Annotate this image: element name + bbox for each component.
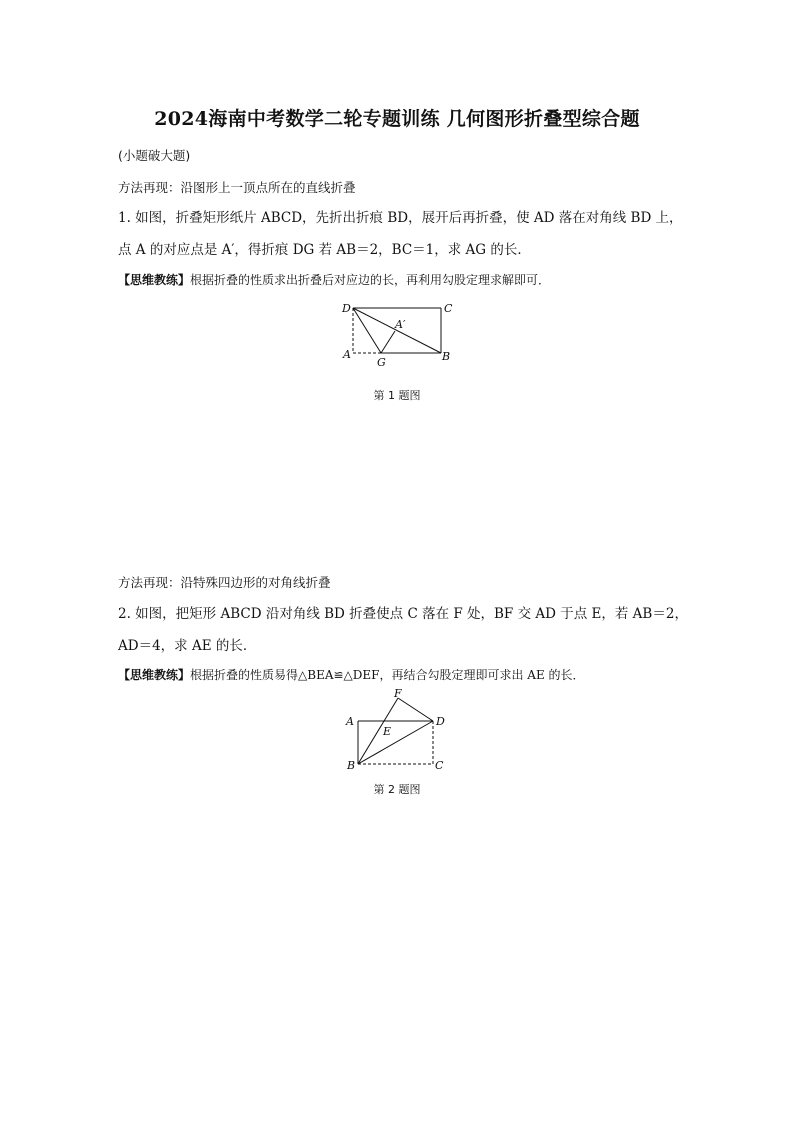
figure-1-caption: 第 1 题图: [373, 389, 421, 402]
label-d: D: [436, 715, 445, 728]
subtitle: (小题破大题): [118, 148, 191, 163]
hint-1: [118, 271, 550, 288]
hint-2: [118, 666, 585, 683]
label-b: B: [442, 350, 451, 363]
label-a: A: [346, 715, 354, 728]
label-e: E: [383, 725, 392, 738]
label-c: C: [444, 302, 453, 315]
edge-fd: [398, 698, 433, 721]
label-a: A: [343, 348, 351, 361]
label-a-prime: A′: [395, 318, 406, 331]
problem-1-line-1: 1. 如图，折叠矩形纸片 ABCD，先折出折痕 BD，展开后再折叠，使 AD 落在对角线 BD 上，: [118, 210, 683, 226]
diagonal-bd: [358, 721, 433, 764]
problem-2-line-1: 2. 如图，把矩形 ABCD 沿对角线 BD 折叠使点 C 落在 F 处，BF 交 AD 于点 E，若 AB＝2，: [118, 606, 688, 622]
hint-2-tag: 【思维教练】: [118, 668, 191, 682]
method-2: 方法再现：沿特殊四边形的对角线折叠: [118, 575, 331, 590]
label-f: F: [394, 688, 402, 700]
hint-2-text: 根据折叠的性质易得△BEA≌△DEF，再结合勾股定理即可求出 AE 的长．: [190, 668, 585, 682]
label-c: C: [435, 759, 444, 772]
figure-1: [338, 298, 458, 374]
label-d: D: [342, 302, 351, 315]
edge-bf: [358, 698, 398, 764]
hint-1-tag: 【思维教练】: [118, 273, 191, 287]
figure-2: [340, 688, 455, 773]
label-b: B: [347, 759, 356, 772]
page-title: 2024海南中考数学二轮专题训练 几何图形折叠型综合题: [154, 108, 640, 130]
hint-1-text: 根据折叠的性质求出折叠后对应边的长，再利用勾股定理求解即可．: [190, 273, 551, 287]
segment-ga-prime: [381, 331, 395, 353]
method-1: 方法再现：沿图形上一顶点所在的直线折叠: [118, 180, 356, 195]
problem-2-line-2: AD＝4，求 AE 的长．: [118, 638, 257, 654]
figure-2-caption: 第 2 题图: [373, 783, 421, 796]
problem-1-line-2: 点 A 的对应点是 A′，得折痕 DG 若 AB＝2，BC＝1，求 AG 的长．: [118, 242, 531, 258]
label-g: G: [377, 356, 386, 369]
